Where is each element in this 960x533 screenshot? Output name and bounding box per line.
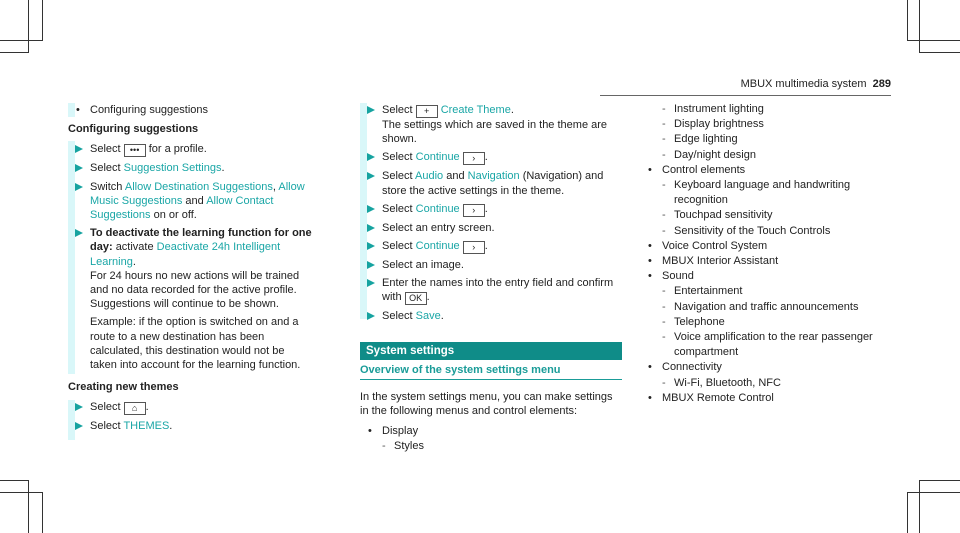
- header-title: MBUX multimedia system: [740, 78, 867, 90]
- chevron-right-icon: ›: [463, 241, 485, 254]
- list-subitem: - Entertainment: [640, 284, 890, 299]
- list-subitem: - Styles: [360, 439, 622, 453]
- ok-key: OK: [405, 292, 427, 305]
- arrow-icon: [75, 164, 83, 172]
- column-1: [68, 103, 313, 438]
- crop-mark: [0, 40, 43, 41]
- list-subitem: - Display brightness: [640, 117, 890, 132]
- list-subitem: - Voice amplification to the rear passenger compartment: [640, 330, 890, 360]
- page-number: 289: [872, 78, 891, 90]
- step: Select Audio and Navigation (Navigation) and store the active settings in the theme.: [360, 169, 622, 197]
- running-header: [600, 77, 891, 96]
- column-3: [640, 102, 890, 406]
- crop-mark: [907, 40, 960, 41]
- list-subitem: - Telephone: [640, 315, 890, 330]
- step: Select Continue › .: [360, 239, 622, 254]
- crop-mark: [919, 480, 960, 481]
- step: Select THEMES.: [68, 419, 313, 433]
- crop-mark: [907, 492, 908, 533]
- list-item: • MBUX Remote Control: [640, 391, 890, 406]
- step: Select an image.: [360, 258, 622, 272]
- list-subitem: - Sensitivity of the Touch Controls: [640, 224, 890, 239]
- crop-mark: [907, 492, 960, 493]
- step: Select an entry screen.: [360, 221, 622, 235]
- plus-icon: +: [416, 105, 438, 118]
- crop-mark: [28, 480, 29, 533]
- heading-themes: Creating new themes: [68, 381, 179, 394]
- list-subitem: - Instrument lighting: [640, 102, 890, 117]
- example: Example: if the option is switched on and a route to a new destination has been calculated, this destination would not be taken into account for the learning function.: [90, 316, 301, 372]
- chevron-right-icon: ›: [463, 152, 485, 165]
- step: Select + Create Theme. The settings which are saved in the theme are shown.: [360, 103, 622, 146]
- arrow-icon: [75, 229, 83, 237]
- home-icon: ⌂: [124, 402, 146, 415]
- step: Select ⌂ .: [68, 400, 313, 415]
- arrow-icon: [75, 403, 83, 411]
- step: Select Continue › .: [360, 202, 622, 217]
- crop-mark: [28, 0, 29, 53]
- crop-mark: [907, 0, 908, 40]
- crop-mark: [0, 52, 29, 53]
- list-item: • Control elements: [640, 163, 890, 178]
- list-item: • Voice Control System: [640, 239, 890, 254]
- list-item: • Sound: [640, 269, 890, 284]
- crop-mark: [919, 52, 960, 53]
- crop-mark: [0, 492, 43, 493]
- chevron-right-icon: ›: [463, 204, 485, 217]
- intro-text: In the system settings menu, you can make settings in the following menus and control elements:: [360, 391, 613, 418]
- list-subitem: - Day/night design: [640, 148, 890, 163]
- arrow-icon: [75, 145, 83, 153]
- crop-mark: [42, 0, 43, 40]
- step: Enter the names into the entry field and confirm with OK .: [360, 276, 622, 305]
- subsection-heading: Overview of the system settings menu: [360, 360, 622, 380]
- arrow-icon: [75, 183, 83, 191]
- crop-mark: [0, 480, 29, 481]
- step: Select Suggestion Settings.: [68, 161, 313, 175]
- crop-mark: [919, 480, 920, 533]
- more-key: •••: [124, 144, 146, 157]
- step: Select Save.: [360, 309, 622, 323]
- list-item: • Connectivity: [640, 360, 890, 375]
- note: For 24 hours no new actions will be trained and no data recorded for the active profile. Suggestions will continue to be shown.: [90, 269, 300, 311]
- step: Select ••• for a profile.: [68, 142, 313, 157]
- list-subitem: - Touchpad sensitivity: [640, 208, 890, 223]
- arrow-icon: [75, 422, 83, 430]
- list-subitem: - Keyboard language and handwriting recognition: [640, 178, 890, 208]
- bullet-item: • Configuring suggestions: [68, 103, 313, 117]
- crop-mark: [919, 0, 920, 53]
- step: Switch Allow Destination Suggestions, Allow Music Suggestions and Allow Contact Suggestions on or off.: [68, 180, 313, 223]
- list-subitem: - Wi-Fi, Bluetooth, NFC: [640, 376, 890, 391]
- step: Select Continue › .: [360, 150, 622, 165]
- crop-mark: [42, 492, 43, 533]
- column-2: [360, 103, 622, 453]
- section-heading: System settings: [360, 342, 622, 360]
- list-subitem: - Edge lighting: [640, 132, 890, 147]
- list-item: • Display: [360, 424, 622, 438]
- heading-configuring: Configuring suggestions: [68, 123, 199, 136]
- step: To deactivate the learning function for one day: activate Deactivate 24h Intelligent Learning. For 24 hours no new actions will be trained and no data recorded for the active profile. Suggestions will continue to be shown. Example: if the option is switched on and a route to a new destination has been calculated, this destination would not be taken into account for the learning function.: [68, 226, 313, 372]
- list-subitem: - Navigation and traffic announcements: [640, 300, 890, 315]
- list-item: • MBUX Interior Assistant: [640, 254, 890, 269]
